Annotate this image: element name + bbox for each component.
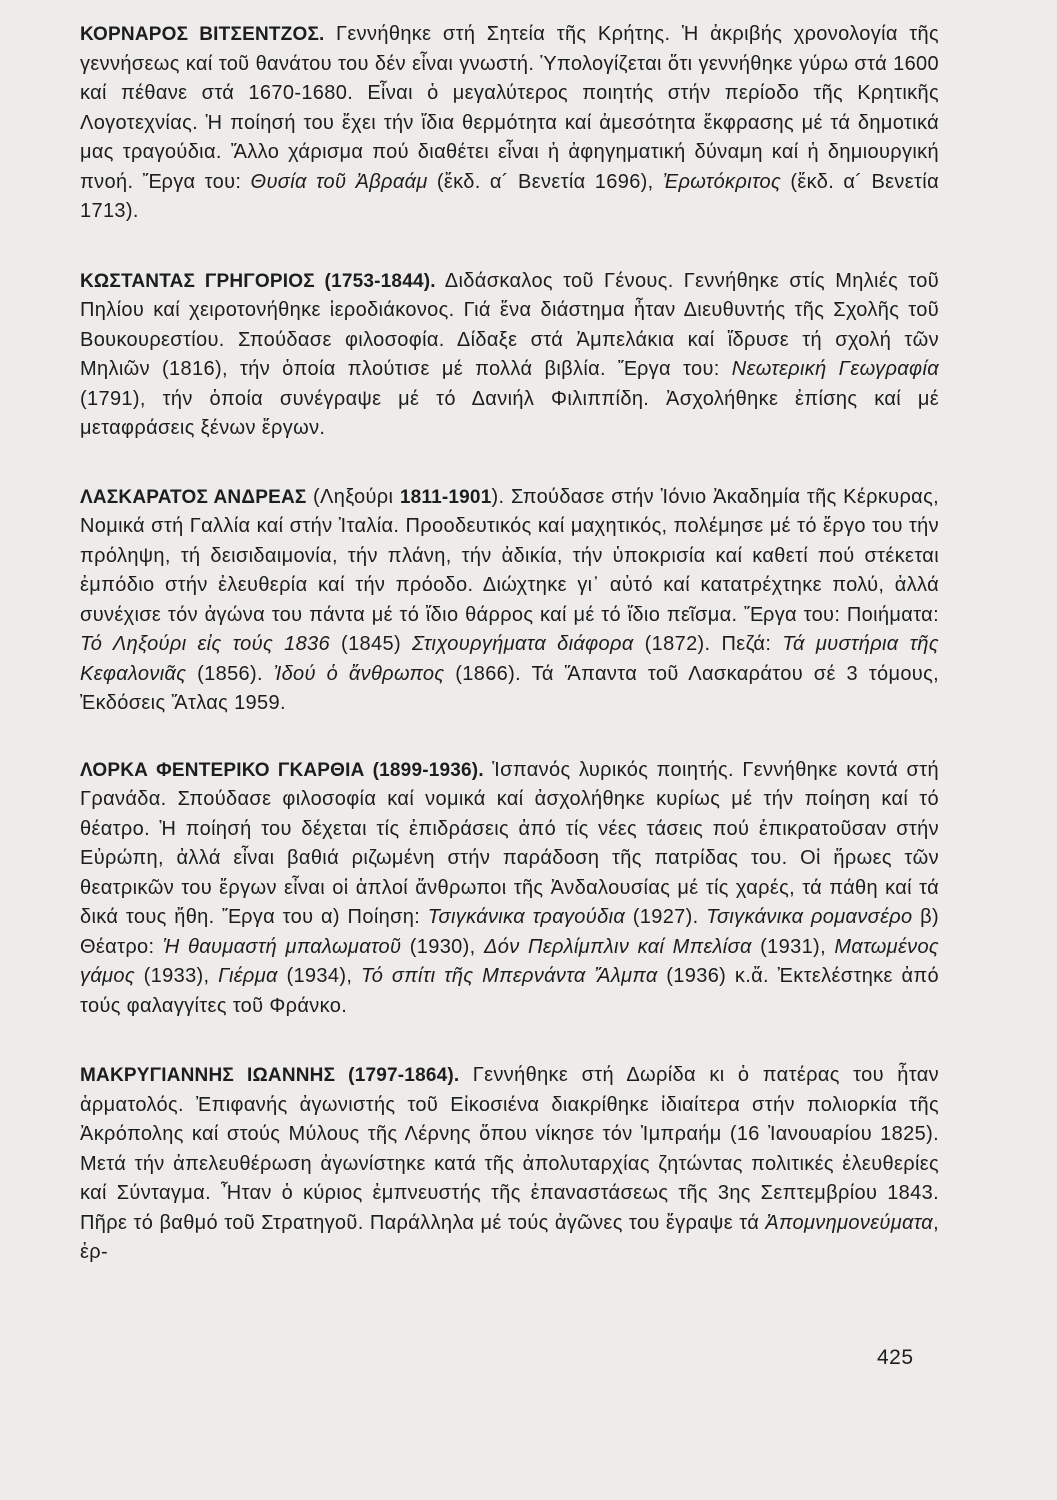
entry-laskaratos	[80, 483, 939, 719]
text-run: (ἔκδ. α´ Βενετία 1713).	[80, 170, 939, 222]
work-title: Ματωμένος γάμος	[80, 935, 939, 987]
spacer	[80, 444, 939, 483]
text-run: (1930),	[401, 935, 484, 958]
text-run: (1856).	[186, 662, 274, 685]
spacer	[80, 227, 939, 267]
entry-body	[80, 23, 939, 222]
work-title: Τά μυστήρια τῆς Κεφαλονιᾶς	[80, 633, 939, 685]
work-title: Θυσία τοῦ Ἀβραάμ	[250, 170, 428, 193]
work-title: Νεωτερική Γεωγραφία	[731, 358, 939, 380]
entry-text	[80, 483, 939, 719]
entry-kornaros	[80, 20, 939, 227]
text-run: β) Θέατρο:	[80, 906, 939, 958]
entry-body	[80, 270, 939, 440]
work-title: Τσιγκάνικα τραγούδια	[427, 906, 626, 928]
page-number: 425	[877, 1346, 914, 1369]
spacer	[80, 1021, 939, 1061]
text-run: (1845)	[330, 633, 413, 655]
entry-heading: ΜΑΚΡΥΓΙΑΝΝΗΣ ΙΩΑΝΝΗΣ (1797-1864).	[80, 1065, 460, 1086]
work-title: Ἐρωτόκριτος	[662, 170, 782, 193]
text-run: (1933),	[134, 965, 219, 987]
entry-heading: ΛΟΡΚΑ ΦΕΝΤΕΡΙΚΟ ΓΚΑΡΘΙΑ (1899-1936).	[80, 759, 484, 781]
entry-makrygiannis	[80, 1061, 939, 1268]
work-title: Ἰδού ὁ ἄνθρωπος	[273, 662, 445, 685]
spacer	[80, 719, 939, 756]
entry-body	[80, 486, 939, 715]
entry-kostantas	[80, 267, 939, 444]
entry-heading: ΚΩΣΤΑΝΤΑΣ ΓΡΗΓΟΡΙΟΣ (1753-1844).	[80, 270, 436, 292]
text-run: (ἔκδ. α´ Βενετία 1696),	[427, 170, 663, 193]
text-run: (1934),	[277, 965, 361, 987]
text-run: Γεννήθηκε στή Σητεία τῆς Κρήτης. Ἡ ἀκριβής χρονολογία τῆς γεννήσεως καί τοῦ θανάτου του δέν εἶναι γνωστή. Ὑπολογίζεται ὅτι γεννήθηκε γύρω στά 1600 καί πέθανε στά 1670-1680. Εἶναι ὁ μεγαλύτερος ποιητής στήν περίοδο τῆς Κρητικῆς Λογοτεχνίας. Ἡ ποίησή του ἔχει τήν ἴδια θερμότητα καί ἀμεσότητα ἔκφρασης μέ τά δημοτικά μας τραγούδια. Ἄλλο χάρισμα πού διαθέτει εἶναι ἡ ἀφηγηματική δύναμη καί ἡ δημιουργική πνοή. Ἔργα του:	[80, 23, 940, 193]
entry-text	[80, 1061, 939, 1268]
text-run: Γεννήθηκε στή Δωρίδα κι ὁ πατέρας του ἦταν ἁρματολός. Ἐπιφανής ἀγωνιστής τοῦ Εἰκοσιένα διακρίθηκε ἰδιαίτερα στήν πολιορκία τῆς Ἀκρόπολης καί στούς Μύλους τῆς Λέρνης ὅπου νίκησε τόν Ἰμπραήμ (16 Ἰανουαρίου 1825). Μετά τήν ἀπελευθέρωση ἀγωνίστηκε κατά τῆς ἀπολυταρχίας ζητώντας πολιτικές ἐλευθερίες καί Σύνταγμα. Ἦταν ὁ κύριος ἐμπνευστής τῆς ἐπαναστάσεως τῆς 3ης Σεπτεμβρίου 1843. Πῆρε τό βαθμό τοῦ Στρατηγοῦ. Παράλληλα μέ τούς ἀγῶνες του ἔγραψε τά	[80, 1064, 939, 1234]
text-run: (Ληξούρι	[306, 485, 400, 508]
text-run: , ἐρ-	[80, 1211, 939, 1263]
work-title: Τσιγκάνικα ρομανσέρο	[706, 906, 913, 928]
text-run: (1927).	[625, 906, 707, 928]
entry-body	[80, 1064, 939, 1263]
work-title: Ἡ θαυμαστή μπαλωματοῦ	[162, 935, 402, 958]
text-run: ). Σπούδασε στήν Ἰόνιο Ἀκαδημία τῆς Κέρκυρας, Νομικά στή Γαλλία καί στήν Ἰταλία. Προοδευτικός καί μαχητικός, πολέμησε μέ τό ἔργο του τήν πρόληψη, τή δεισιδαιμονία, τήν πλάνη, τήν ἀδικία, τήν ὑποκρισία καί καθετί πού στέκεται ἐμπόδιο στήν ἐλευθερία καί τήν πρόοδο. Διώχτηκε γι᾽ αὐτό καί κατατρέχτηκε πολύ, ἀλλά συνέχισε τόν ἀγώνα του πάντα μέ τό ἴδιο θάρρος καί μέ τό ἴδιο πεῖσμα. Ἔργα του: Ποιήματα:	[80, 485, 939, 626]
entry-lorca	[80, 756, 939, 1022]
text-run: Ἱσπανός λυρικός ποιητής. Γεννήθηκε κοντά στή Γρανάδα. Σπούδασε φιλοσοφία καί νομικά καί ἀσχολήθηκε κυρίως μέ τήν ποίηση καί τό θέατρο. Ἡ ποίησή του δέχεται τίς ἐπιδράσεις ἀπό τίς νέες τάσεις πού ἐπικρατοῦσαν στήν Εὐρώπη, ἀλλά εἶναι βαθιά ριζωμένη στήν παράδοση τῆς πατρίδας του. Οἱ ἥρωες τῶν θεατρικῶν του ἔργων εἶναι οἱ ἁπλοί ἄνθρωποι τῆς Ἀνδαλουσίας μέ τίς χαρές, τά πάθη καί τά δικά τους ἤθη. Ἔργα του α) Ποίηση:	[80, 758, 939, 928]
work-title: Γιέρμα	[218, 965, 278, 987]
work-title: Δόν Περλίμπλιν καί Μπελίσα	[484, 935, 752, 958]
entry-text	[80, 756, 939, 1022]
entry-body	[80, 759, 939, 1017]
work-title: Στιχουργήματα διάφορα	[412, 633, 634, 655]
entry-text	[80, 20, 939, 227]
entry-heading: ΚΟΡΝΑΡΟΣ ΒΙΤΣΕΝΤΖΟΣ.	[80, 24, 325, 45]
text-run: Διδάσκαλος τοῦ Γένους. Γεννήθηκε στίς Μηλιές τοῦ Πηλίου καί χειροτονήθηκε ἱεροδιάκονος. Γιά ἕνα διάστημα ἦταν Διευθυντής τῆς Σχολῆς τοῦ Βουκουρεστίου. Σπούδασε φιλοσοφία. Δίδαξε στά Ἀμπελάκια καί ἵδρυσε τή σχολή τῶν Μηλιῶν (1816), τήν ὁποία πλούτισε μέ πολλά βιβλία. Ἔργα του:	[80, 269, 939, 380]
text-run: (1872). Πεζά:	[633, 633, 783, 655]
entry-heading: ΛΑΣΚΑΡΑΤΟΣ ΑΝΔΡΕΑΣ	[80, 486, 307, 508]
work-title: Ἀπομνημονεύματα	[765, 1211, 934, 1234]
text-run: (1931),	[751, 935, 835, 958]
text-run: (1791), τήν ὁποία συνέγραψε μέ τό Δανιήλ Φιλιππίδη. Ἀσχολήθηκε ἐπίσης καί μέ μεταφράσεις ξένων ἔργων.	[80, 387, 939, 439]
work-title: Τό Ληξούρι εἰς τούς 1836	[80, 633, 330, 655]
entry-text	[80, 267, 939, 444]
text-run: (1866). Τά Ἅπαντα τοῦ Λασκαράτου σέ 3 τόμους, Ἐκδόσεις Ἄτλας 1959.	[80, 662, 939, 714]
text-run: (1936) κ.ἄ. Ἐκτελέστηκε ἀπό τούς φαλαγγίτες τοῦ Φράνκο.	[80, 965, 939, 1017]
life-dates: 1811-1901	[399, 486, 492, 508]
work-title: Τό σπίτι τῆς Μπερνάντα Ἄλμπα	[360, 965, 658, 987]
